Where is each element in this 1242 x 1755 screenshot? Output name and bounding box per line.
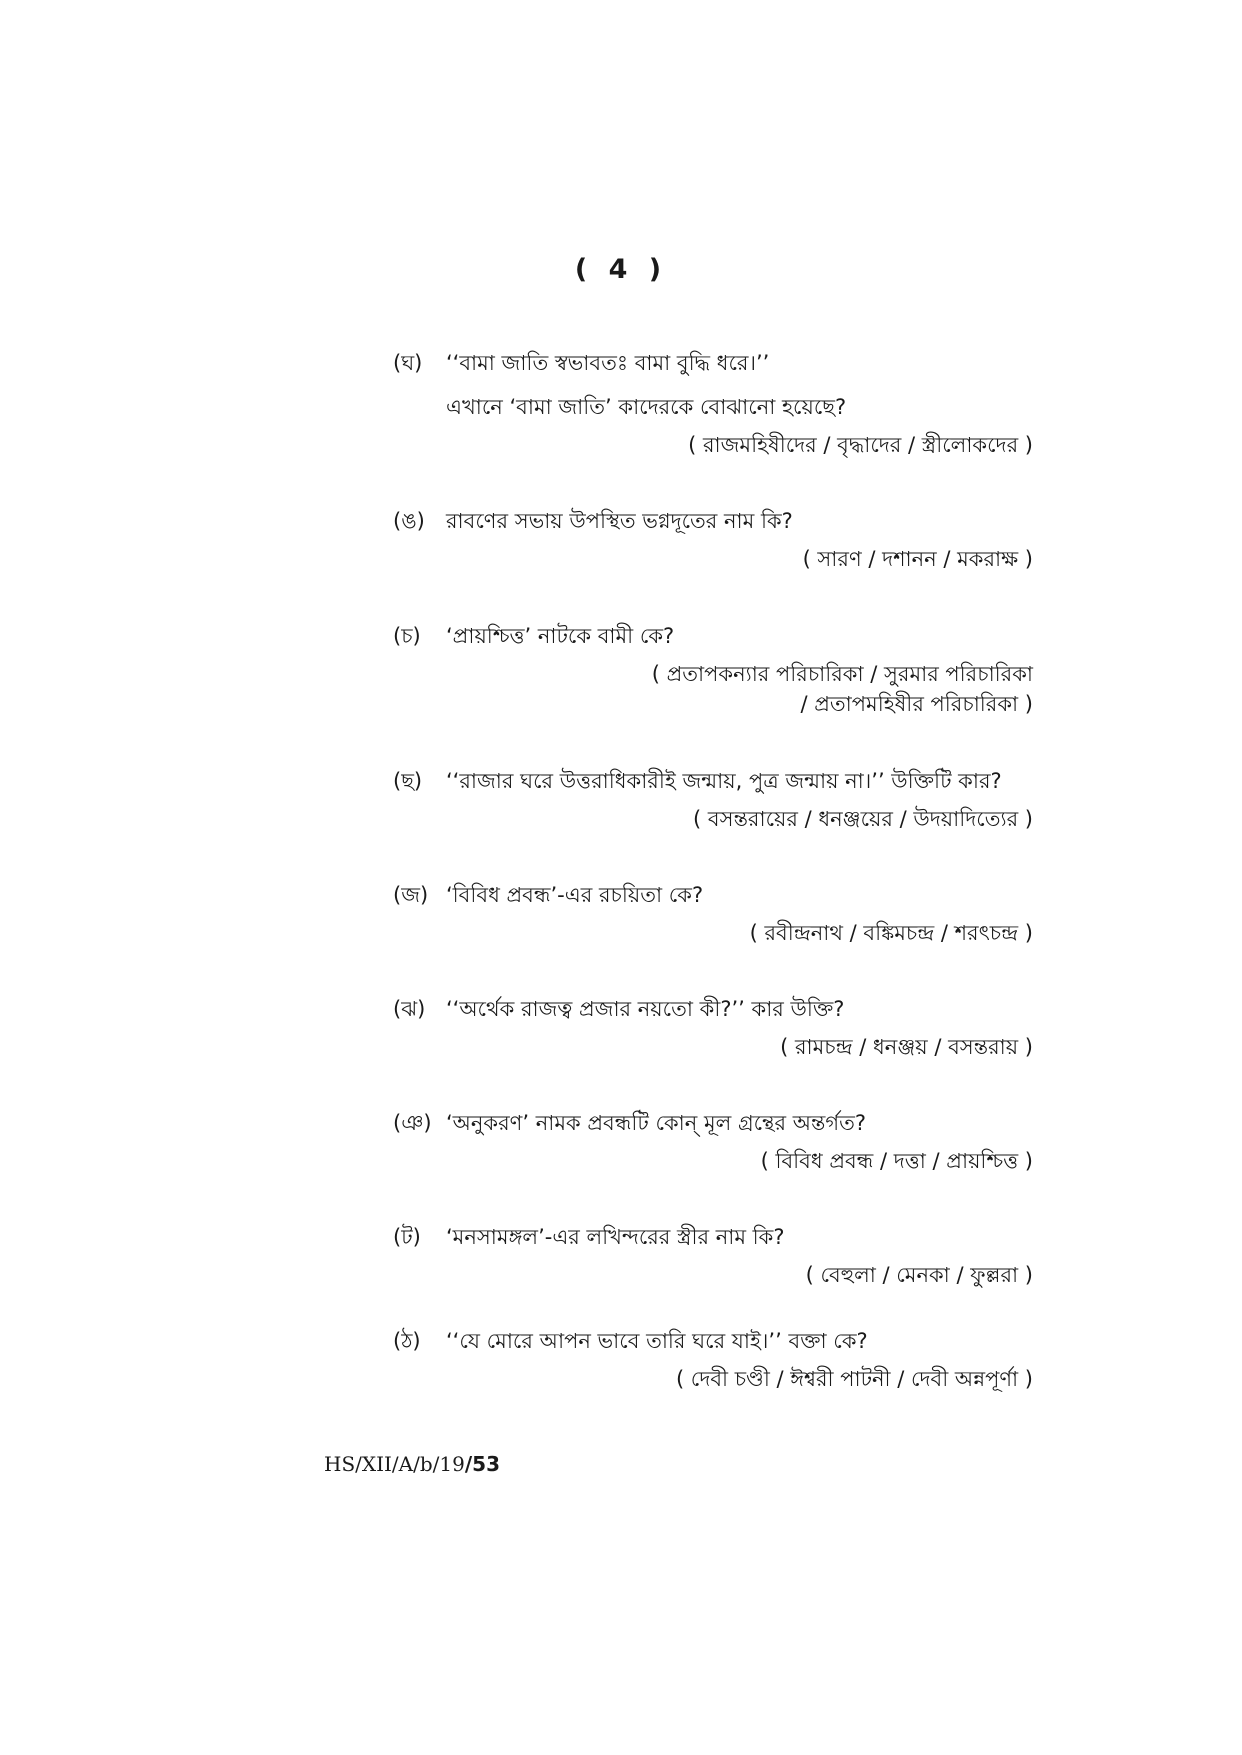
question-nga [393,506,1033,574]
question-options [393,430,1033,460]
question-text: ‘বিবিধ প্রবন্ধ’-এর রচয়িতা কে? [446,883,704,907]
question-marker: (ছ) [393,769,423,793]
paper-code [324,1452,500,1476]
question-marker: (ঝ) [393,997,426,1021]
question-marker: (চ) [393,624,421,648]
question-marker: (ঙ) [393,509,425,533]
question-options [393,1364,1033,1394]
options-line: ( রাজমহিষীদের / বৃদ্ধাদের / স্ত্রীলোকদের ) [688,433,1033,457]
question-subtext: এখানে ‘বামা জাতি’ কাদেরকে বোঝানো হয়েছে? [446,395,847,419]
options-line: / প্রতাপমহিষীর পরিচারিকা ) [800,692,1033,716]
options-line: ( বেহুলা / মেনকা / ফুল্লরা ) [805,1263,1033,1287]
question-chha [393,766,1033,834]
question-options [393,544,1033,574]
question-nya [393,1108,1033,1176]
paper-code-text: HS/XII/A/b/19 [324,1452,465,1476]
options-line: ( দেবী চণ্ডী / ঈশ্বরী পাটনী / দেবী অন্নপূর্ণা ) [675,1367,1033,1391]
options-line: ( রামচন্দ্র / ধনঞ্জয় / বসন্তরায় ) [780,1035,1033,1059]
options-line: ( বিবিধ প্রবন্ধ / দত্তা / প্রায়শ্চিত্ত ) [760,1149,1033,1173]
question-ta [393,1222,1033,1290]
question-text: ‘‘অর্থেক রাজত্ব প্রজার নয়তো কী?’’ কার উক্তি? [446,997,845,1021]
question-options [393,918,1033,948]
question-options [393,659,1033,719]
paper-code-number: /53 [464,1452,500,1476]
question-marker: (ঠ) [393,1329,421,1353]
question-options [393,804,1033,834]
question-jha [393,994,1033,1062]
question-options [393,1260,1033,1290]
question-cha [393,621,1033,719]
question-text: রাবণের সভায় উপস্থিত ভগ্নদূতের নাম কি? [446,509,793,533]
question-text: ‘মনসামঙ্গল’-এর লখিন্দরের স্ত্রীর নাম কি? [446,1225,785,1249]
question-text: ‘প্রায়শ্চিত্ত’ নাটকে বামী কে? [446,624,675,648]
question-marker: (ঞ) [393,1111,432,1135]
question-marker: (ঘ) [393,351,423,375]
question-marker: (ট) [393,1225,421,1249]
question-options [393,1146,1033,1176]
options-line: ( সারণ / দশানন / মকরাক্ষ ) [802,547,1033,571]
question-options [393,1032,1033,1062]
options-line: ( রবীন্দ্রনাথ / বঙ্কিমচন্দ্র / শরৎচন্দ্র ) [749,921,1033,945]
question-ja [393,880,1033,948]
page-number: ( 4 ) [574,254,668,285]
question-text: ‘অনুকরণ’ নামক প্রবন্ধটি কোন্ মূল গ্রন্থের অন্তর্গত? [446,1111,867,1135]
options-line: ( বসন্তরায়ের / ধনঞ্জয়ের / উদয়াদিত্যের ) [693,807,1033,831]
question-text: ‘‘রাজার ঘরে উত্তরাধিকারীই জন্মায়, পুত্র জন্মায় না।’’ উক্তিটি কার? [446,769,1002,793]
question-text: ‘‘যে মোরে আপন ভাবে তারি ঘরে যাই।’’ বক্তা কে? [446,1329,868,1353]
question-tha [393,1326,1033,1394]
question-text: ‘‘বামা জাতি স্বভাবতঃ বামা বুদ্ধি ধরে।’’ [446,351,770,375]
options-line: ( প্রতাপকন্যার পরিচারিকা / সুরমার পরিচারিকা [651,662,1033,686]
question-gha [393,348,1033,460]
question-marker: (জ) [393,883,429,907]
